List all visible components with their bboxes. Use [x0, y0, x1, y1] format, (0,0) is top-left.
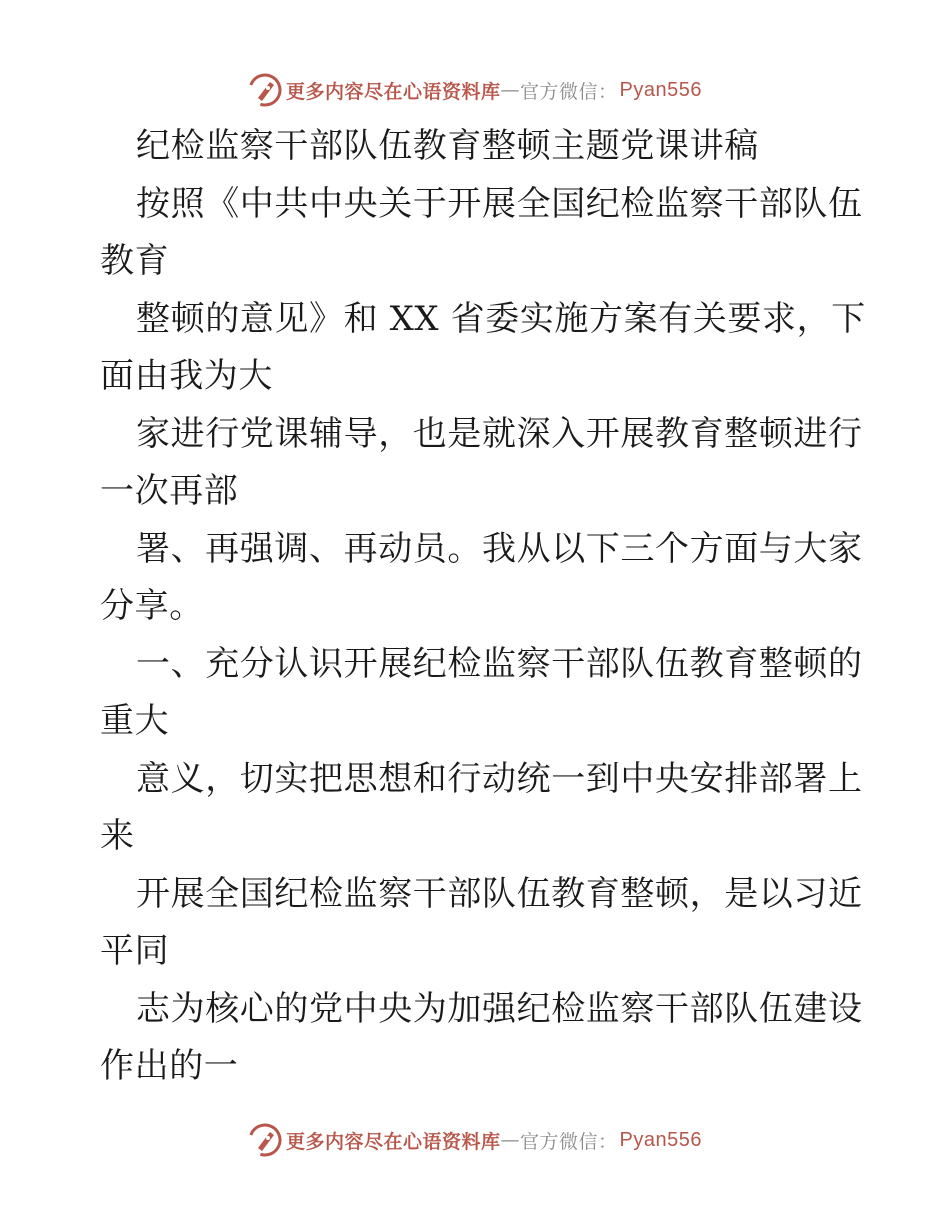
- text-line: 按照《中共中央关于开展全国纪检监察干部队伍: [136, 183, 863, 224]
- pen-logo-icon: [248, 73, 282, 107]
- text-line: 一次再部: [100, 471, 239, 511]
- banner-separator: —: [500, 1129, 521, 1151]
- text-line: 纪检监察干部队伍教育整顿主题党课讲稿: [136, 126, 759, 166]
- text-line: 志为核心的党中央为加强纪检监察干部队伍建设: [136, 988, 863, 1029]
- text-line: 开展全国纪检监察干部队伍教育整顿，是以习近: [136, 873, 863, 914]
- text-line: 面由我为大: [100, 356, 273, 396]
- banner-wechat-label: 官方微信：: [520, 1130, 618, 1153]
- banner-wechat-label: 官方微信：: [520, 80, 618, 103]
- text-line: 整顿的意见》和 XX 省委实施方案有关要求，下: [136, 298, 866, 339]
- text-line: 一、充分认识开展纪检监察干部队伍教育整顿的: [136, 643, 863, 684]
- text-line: 家进行党课辅导，也是就深入开展教育整顿进行: [136, 413, 863, 454]
- banner-wechat-account: Pyan556: [619, 78, 702, 101]
- text-line: 作出的一: [100, 1046, 239, 1086]
- document-body: [100, 118, 866, 1096]
- text-line: 分享。: [100, 586, 204, 626]
- text-line: 来: [100, 816, 135, 856]
- pen-logo-icon: [248, 1123, 282, 1157]
- text-line: 意义，切实把思想和行动统一到中央安排部署上: [136, 758, 863, 799]
- text-line: 署、再强调、再动员。我从以下三个方面与大家: [136, 528, 863, 569]
- banner-main-text: 更多内容尽在心语资料库: [286, 1130, 501, 1153]
- banner-main-text: 更多内容尽在心语资料库: [286, 80, 501, 103]
- header-banner: [0, 70, 950, 110]
- text-line: 重大: [100, 701, 170, 741]
- banner-wechat-account: Pyan556: [619, 1128, 702, 1151]
- text-line: 教育: [100, 241, 170, 281]
- footer-banner: [0, 1120, 950, 1160]
- banner-separator: —: [500, 79, 521, 101]
- text-line: 平同: [100, 931, 170, 971]
